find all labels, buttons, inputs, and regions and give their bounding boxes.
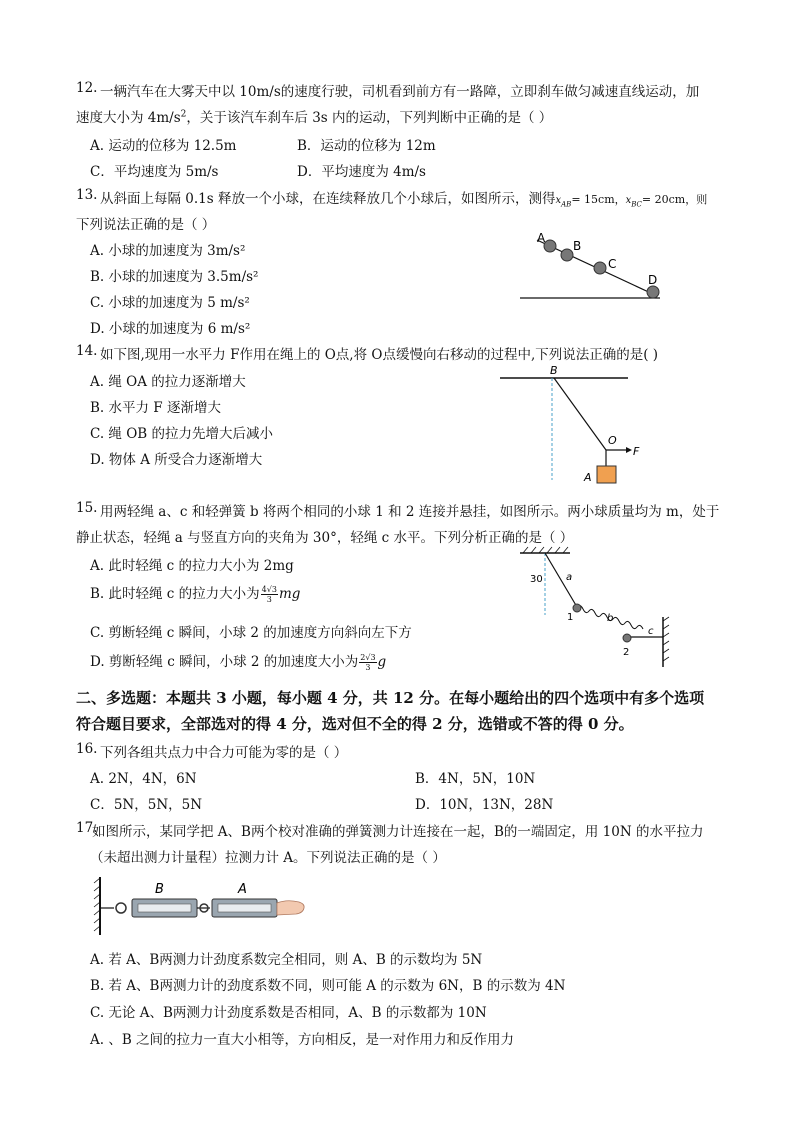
q16-option-d: D．10N，13N，28N — [415, 797, 554, 813]
q14-option-b: B. 水平力 F 逐渐增大 — [90, 400, 221, 416]
q13-stem-line2: 下列说法正确的是（ ） — [76, 217, 216, 233]
q13-stem-line1: 从斜面上每隔 0.1s 释放一个小球，在连续释放几个小球后，如图所示，测得$x_{AB}= 15cm$，$x_{BC}= 20cm$，则 — [100, 191, 708, 209]
section-2-heading-line2: 符合题目要求，全部选对的得 4 分，选对但不全的得 2 分，选错或不答的得 0 分。 — [76, 715, 634, 733]
q12-number: 12. — [76, 80, 98, 96]
q12-option-b: B．运动的位移为 12m — [297, 138, 436, 154]
ceiling-hatch — [523, 547, 568, 553]
section-2-heading-line1: 二、多选题：本题共 3 小题，每小题 4 分，共 12 分。在每小题给出的四个选项中有多个选项 — [76, 689, 705, 707]
q17-option-b: B. 若 A、B两测力计的劲度系数不同，则可能 A 的示数为 6N，B 的示数为 4N — [90, 978, 566, 994]
wall-hatch — [663, 617, 669, 661]
label-a: A — [584, 471, 592, 484]
label-b: b — [607, 613, 614, 624]
hand-icon — [277, 901, 304, 915]
q12-stem-line2: 速度大小为 $4m/s^2$，关于该汽车刹车后 3s 内的运动，下列判断中正确的是（ ） — [76, 109, 553, 126]
q12-option-d: D．平均速度为 4m/s — [297, 164, 426, 180]
rope-a — [545, 553, 577, 607]
q14-option-d: D. 物体 A 所受合力逐渐增大 — [90, 452, 263, 468]
label-a: A — [238, 882, 247, 897]
rope-force-figure — [500, 362, 640, 487]
q13-option-d: D. 小球的加速度为 6 m/s² — [90, 321, 251, 337]
label-b: B — [155, 882, 164, 897]
q15-option-a: A. 此时轻绳 c 的拉力大小为 2mg — [90, 558, 294, 574]
q12-option-a: A. 运动的位移为 12.5m — [90, 138, 237, 154]
label-1: 1 — [567, 612, 574, 623]
q17-number: 17. — [76, 820, 98, 836]
label-f: F — [633, 445, 640, 458]
q13-option-b: B. 小球的加速度为 3.5m/s² — [90, 269, 259, 285]
label-c: c — [648, 626, 654, 637]
label-a: a — [566, 572, 573, 583]
q16-option-b: B．4N，5N，10N — [415, 771, 536, 787]
ball-a — [544, 240, 556, 252]
q14-stem-line1: 如下图,现用一水平力 F作用在绳上的 O点,将 O点缓慢向右移动的过程中,下列说法正确的是( ) — [100, 347, 659, 363]
q15-stem-line2: 静止状态，轻绳 a 与竖直方向的夹角为 30°，轻绳 c 水平。下列分析正确的是（ ） — [76, 530, 574, 546]
arrow-head — [626, 447, 632, 453]
angle-label: 30 — [530, 574, 543, 585]
q16-option-a: A. 2N，4N，6N — [90, 771, 197, 787]
label-d: D — [648, 273, 658, 287]
q14-option-a: A. 绳 OA 的拉力逐渐增大 — [90, 374, 246, 390]
q15-option-c: C. 剪断轻绳 c 瞬间，小球 2 的加速度方向斜向左下方 — [90, 625, 412, 641]
rope-ob — [554, 378, 606, 450]
q16-number: 16. — [76, 741, 98, 757]
q15-option-b: B. 此时轻绳 c 的拉力大小为 $\frac{4√3}{3}$ mg — [90, 585, 301, 604]
q13-option-a: A. 小球的加速度为 3m/s² — [90, 243, 246, 259]
hook-ring — [116, 903, 126, 913]
q17-stem-line1: 如图所示，某同学把 A、B两个校对准确的弹簧测力计连接在一起，B的一端固定，用 10N 的水平拉力 — [92, 824, 704, 840]
q13-option-c: C. 小球的加速度为 5 m/s² — [90, 295, 250, 311]
ball-d — [647, 286, 659, 298]
ball-1 — [573, 604, 581, 612]
label-b: B — [573, 239, 582, 253]
ball-b — [561, 249, 573, 261]
q15-option-d: D. 剪断轻绳 c 瞬间，小球 2 的加速度大小为 $\frac{2√3}{3}$ g — [90, 653, 387, 672]
spring-scales-figure — [92, 875, 307, 937]
q17-stem-line2: （未超出测力计量程）拉测力计 A。下列说法正确的是（ ） — [90, 850, 446, 866]
label-2: 2 — [623, 647, 630, 658]
q15-number: 15. — [76, 500, 98, 516]
ball-c — [594, 262, 606, 274]
label-o: O — [608, 434, 617, 447]
spring-figure — [515, 545, 675, 670]
q15-stem-line1: 用两轻绳 a、c 和轻弹簧 b 将两个相同的小球 1 和 2 连接并悬挂，如图所示。两小球质量均为 m，处于 — [100, 504, 720, 520]
q17-option-d: A. 、B 之间的拉力一直大小相等，方向相反，是一对作用力和反作用力 — [90, 1032, 515, 1048]
label-c: C — [608, 257, 617, 271]
q14-option-c: C. 绳 OB 的拉力先增大后减小 — [90, 426, 274, 442]
q14-number: 14. — [76, 343, 98, 359]
q16-stem-line1: 下列各组共点力中合力可能为零的是（ ） — [100, 745, 348, 761]
incline-figure — [515, 228, 665, 303]
q17-option-c: C. 无论 A、B两测力计劲度系数是否相同，A、B 的示数都为 10N — [90, 1005, 487, 1021]
q12-stem-line1: 一辆汽车在大雾天中以 10m/s的速度行驶，司机看到前方有一路障，立即刹车做匀减速直线运动，加 — [100, 84, 700, 100]
block-a — [597, 466, 616, 483]
label-b: B — [550, 364, 558, 377]
q16-option-c: C．5N，5N，5N — [90, 797, 203, 813]
label-a: A — [537, 231, 546, 245]
ball-2 — [623, 634, 631, 642]
q13-number: 13. — [76, 187, 98, 203]
q12-option-c: C．平均速度为 5m/s — [90, 164, 219, 180]
q17-option-a: A. 若 A、B两测力计劲度系数完全相同，则 A、B 的示数均为 5N — [90, 952, 483, 968]
